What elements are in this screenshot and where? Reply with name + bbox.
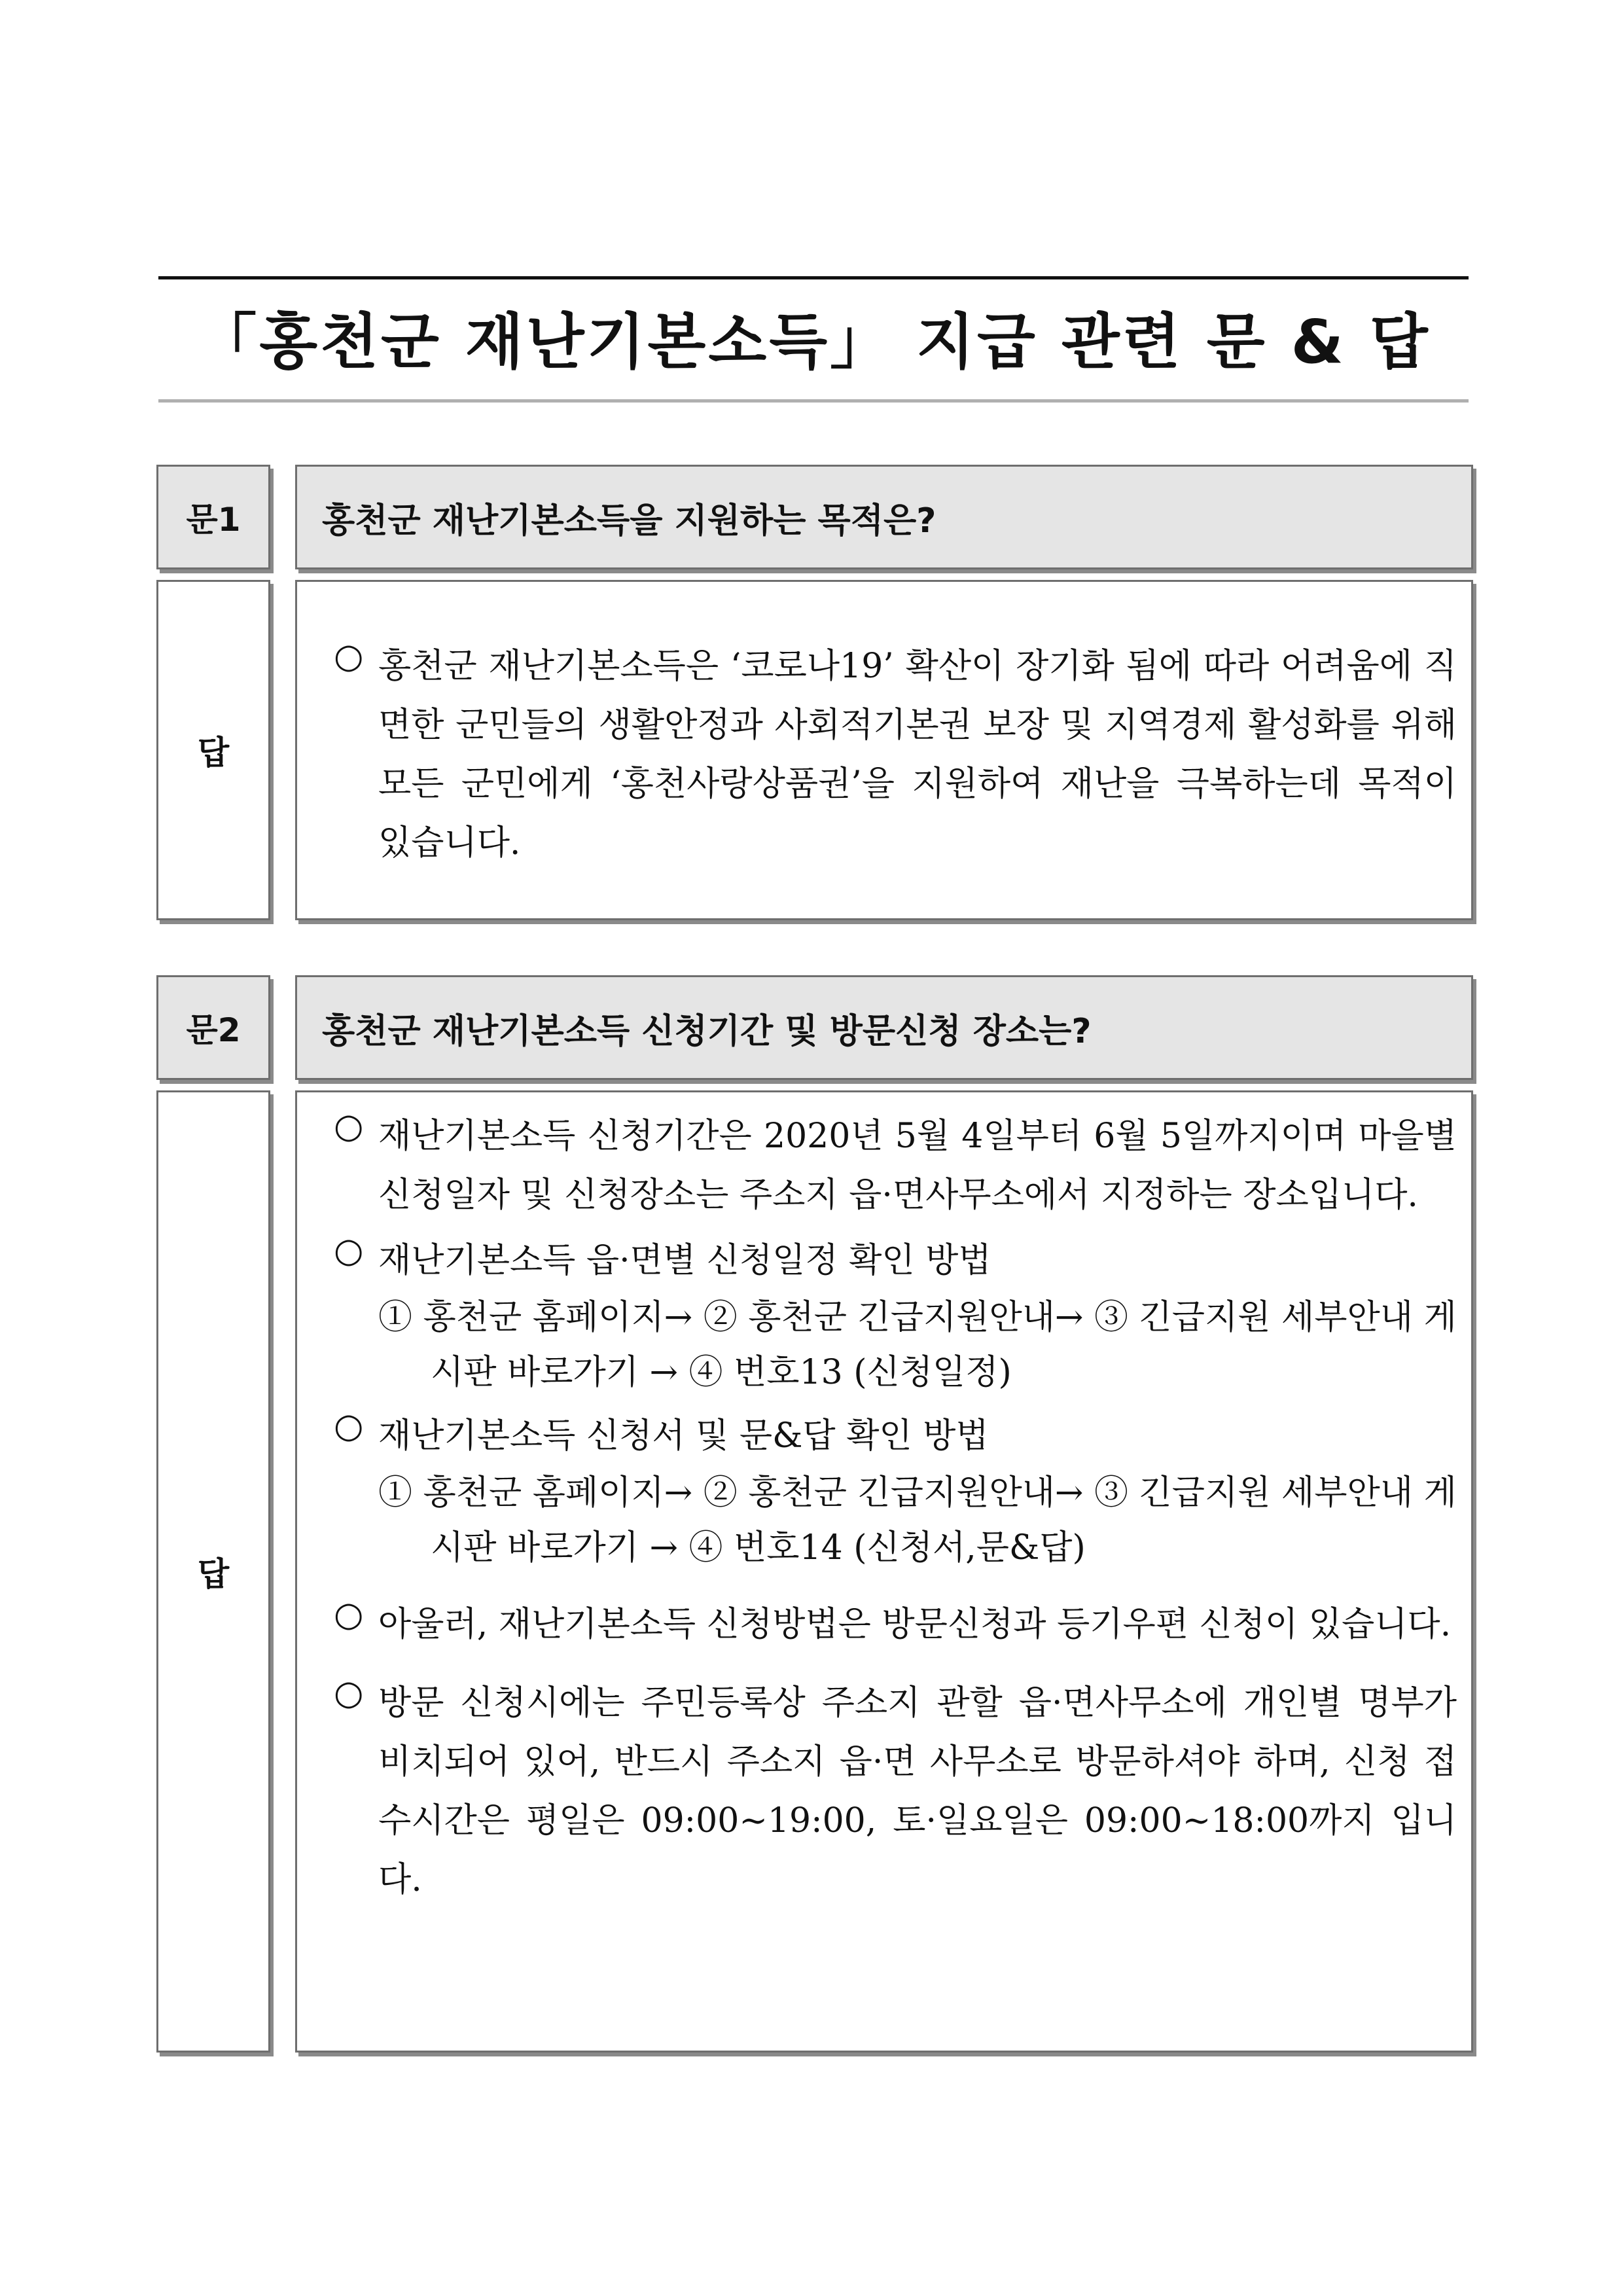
answer-2-item-2-text: 재난기본소득 읍·면별 신청일정 확인 방법 <box>378 1241 991 1280</box>
answer-2-item-3-steps: ① 홍천군 홈페이지→ ② 홍천군 긴급지원안내→ ③ 긴급지원 세부안내 게시판 바로가기 → ④ 번호14 (신청서,문&답) <box>378 1473 1457 1568</box>
circle-bullet-icon: ○ <box>334 1595 364 1634</box>
answer-1-label: 답 <box>197 734 230 772</box>
answer-2-item-4 <box>334 1595 1457 1654</box>
answer-2-label-box <box>156 1090 270 2053</box>
question-2-text: 홍천군 재난기본소득 신청기간 및 방문신청 장소는? <box>322 1011 1092 1051</box>
answer-2-item-3-text: 재난기본소득 신청서 및 문&답 확인 방법 <box>378 1416 989 1456</box>
answer-1-box <box>295 580 1473 920</box>
answer-1-item-1 <box>334 637 1457 872</box>
answer-2-item-2 <box>334 1231 1457 1400</box>
circle-bullet-icon: ○ <box>334 1107 364 1146</box>
circle-bullet-icon: ○ <box>334 637 364 676</box>
question-1-text: 홍천군 재난기본소득을 지원하는 목적은? <box>322 501 936 541</box>
answer-1-item-1-text: 홍천군 재난기본소득은 ‘코로나19’ 확산이 장기화 됨에 따라 어려움에 직면한 군민들의 생활안정과 사회적기본권 보장 및 지역경제 활성화를 위해 모든 군민에게 ‘홍천사랑상품권’을 지원하여 재난을 극복하는데 목적이 있습니다. <box>378 647 1457 863</box>
circle-bullet-icon: ○ <box>334 1674 364 1713</box>
answer-2-item-1 <box>334 1107 1457 1225</box>
answer-2-item-3 <box>334 1407 1457 1575</box>
answer-2-item-5 <box>334 1674 1457 1909</box>
question-1-label-box <box>156 465 270 569</box>
question-2-label-box <box>156 975 270 1080</box>
title-top-rule <box>158 276 1469 279</box>
circle-bullet-icon: ○ <box>334 1407 364 1446</box>
question-2-label: 문2 <box>186 1011 241 1049</box>
answer-1-label-box <box>156 580 270 920</box>
answer-2-item-1-text: 재난기본소득 신청기간은 2020년 5월 4일부터 6월 5일까지이며 마을별 신청일자 및 신청장소는 주소지 읍·면사무소에서 지정하는 장소입니다. <box>378 1117 1457 1215</box>
answer-2-box <box>295 1090 1473 2053</box>
question-1-box <box>295 465 1473 569</box>
question-2-box <box>295 975 1473 1080</box>
document-title: 「홍천군 재난기본소득」 지급 관련 문 & 답 <box>196 307 1431 377</box>
answer-2-item-5-text: 방문 신청시에는 주민등록상 주소지 관할 읍·면사무소에 개인별 명부가 비치되어 있어, 반드시 주소지 읍·면 사무소로 방문하셔야 하며, 신청 접수시간은 평일은 09:00∼19:00, 토·일요일은 09:00∼18:00까지 입니다. <box>378 1683 1457 1899</box>
title-bottom-rule <box>158 399 1469 403</box>
question-1-label: 문1 <box>186 501 241 539</box>
circle-bullet-icon: ○ <box>334 1231 364 1270</box>
answer-2-item-2-steps: ① 홍천군 홈페이지→ ② 홍천군 긴급지원안내→ ③ 긴급지원 세부안내 게시판 바로가기 → ④ 번호13 (신청일정) <box>378 1298 1457 1392</box>
answer-2-label: 답 <box>197 1555 230 1593</box>
answer-2-item-4-text: 아울러, 재난기본소득 신청방법은 방문신청과 등기우편 신청이 있습니다. <box>378 1605 1452 1644</box>
